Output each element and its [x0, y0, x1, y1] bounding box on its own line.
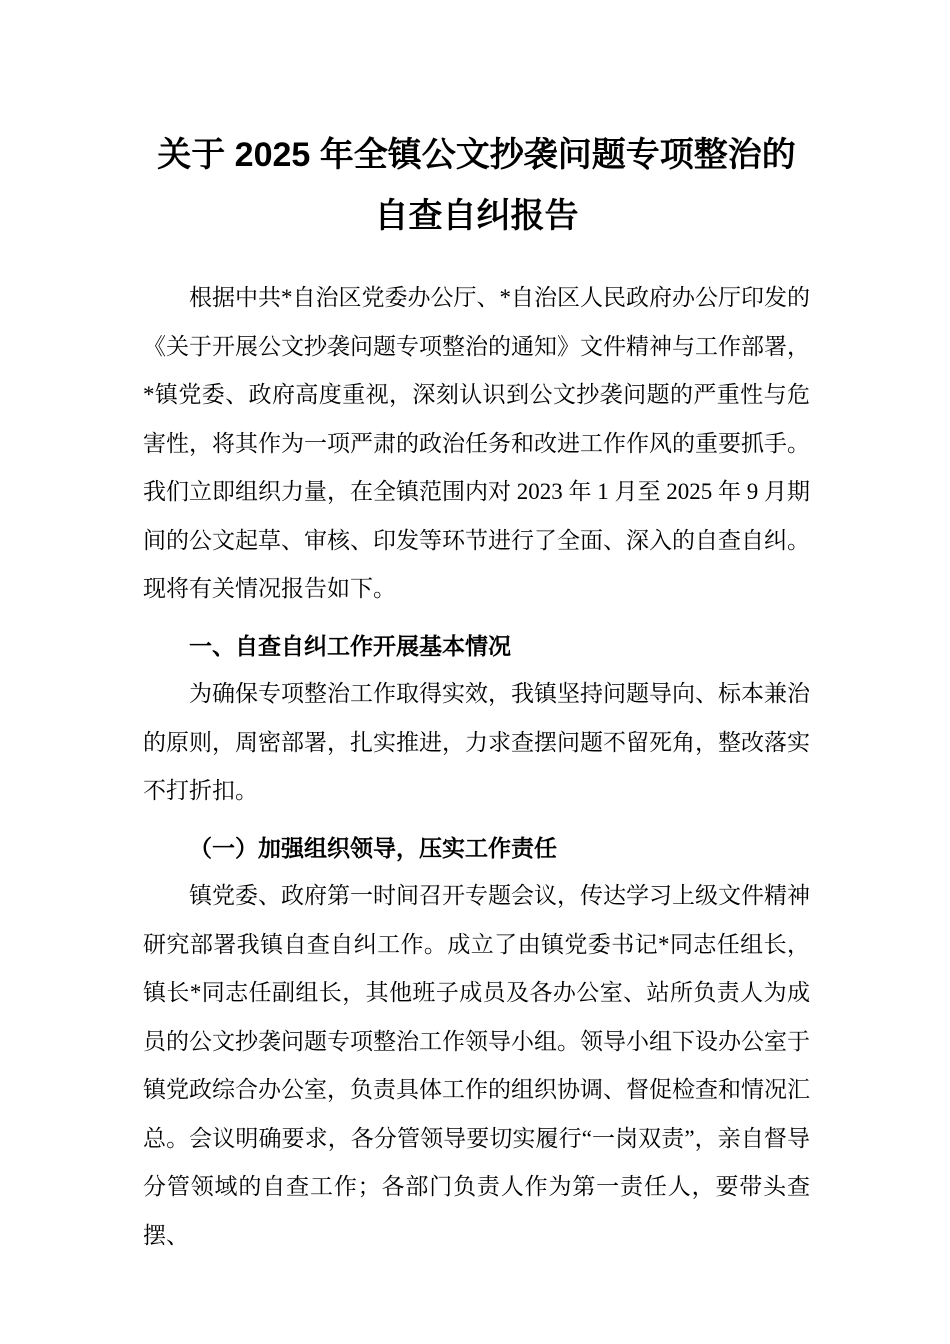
- document-title: [143, 125, 810, 247]
- section-heading-1: 一、自查自纠工作开展基本情况: [189, 632, 511, 659]
- title-line-2: 自查自纠报告: [374, 197, 579, 235]
- document-body: [143, 274, 810, 1260]
- paragraph-intro: 根据中共*自治区党委办公厅、*自治区人民政府办公厅印发的《关于开展公文抄袭问题专项整治的通知》文件精神与工作部署，*镇党委、政府高度重视，深刻认识到公文抄袭问题的严重性与危害性，将其作为一项严肃的政治任务和改进工作作风的重要抓手。我们立即组织力量，在全镇范围内对 2023 年 1 月至 2025 年 9 月期间的公文起草、审核、印发等环节进行了全面、深入的自查自纠。现将有关情况报告如下。: [143, 285, 810, 601]
- paragraph-section-1-overview: 为确保专项整治工作取得实效，我镇坚持问题导向、标本兼治的原则，周密部署，扎实推进，力求查摆问题不留死角，整改落实不打折扣。: [143, 681, 810, 803]
- section-heading-1-1: （一）加强组织领导，压实工作责任: [189, 834, 557, 861]
- title-line-1: 关于 2025 年全镇公文抄袭问题专项整治的: [157, 136, 796, 174]
- paragraph-section-1-1: 镇党委、政府第一时间召开专题会议，传达学习上级文件精神研究部署我镇自查自纠工作。成立了由镇党委书记*同志任组长，镇长*同志任副组长，其他班子成员及各办公室、站所负责人为成员的公文抄袭问题专项整治工作领导小组。领导小组下设办公室于镇党政综合办公室，负责具体工作的组织协调、督促检查和情况汇总。会议明确要求，各分管领导要切实履行“一岗双责”，亲自督导分管领域的自查工作；各部门负责人作为第一责任人，要带头查摆、: [143, 883, 810, 1248]
